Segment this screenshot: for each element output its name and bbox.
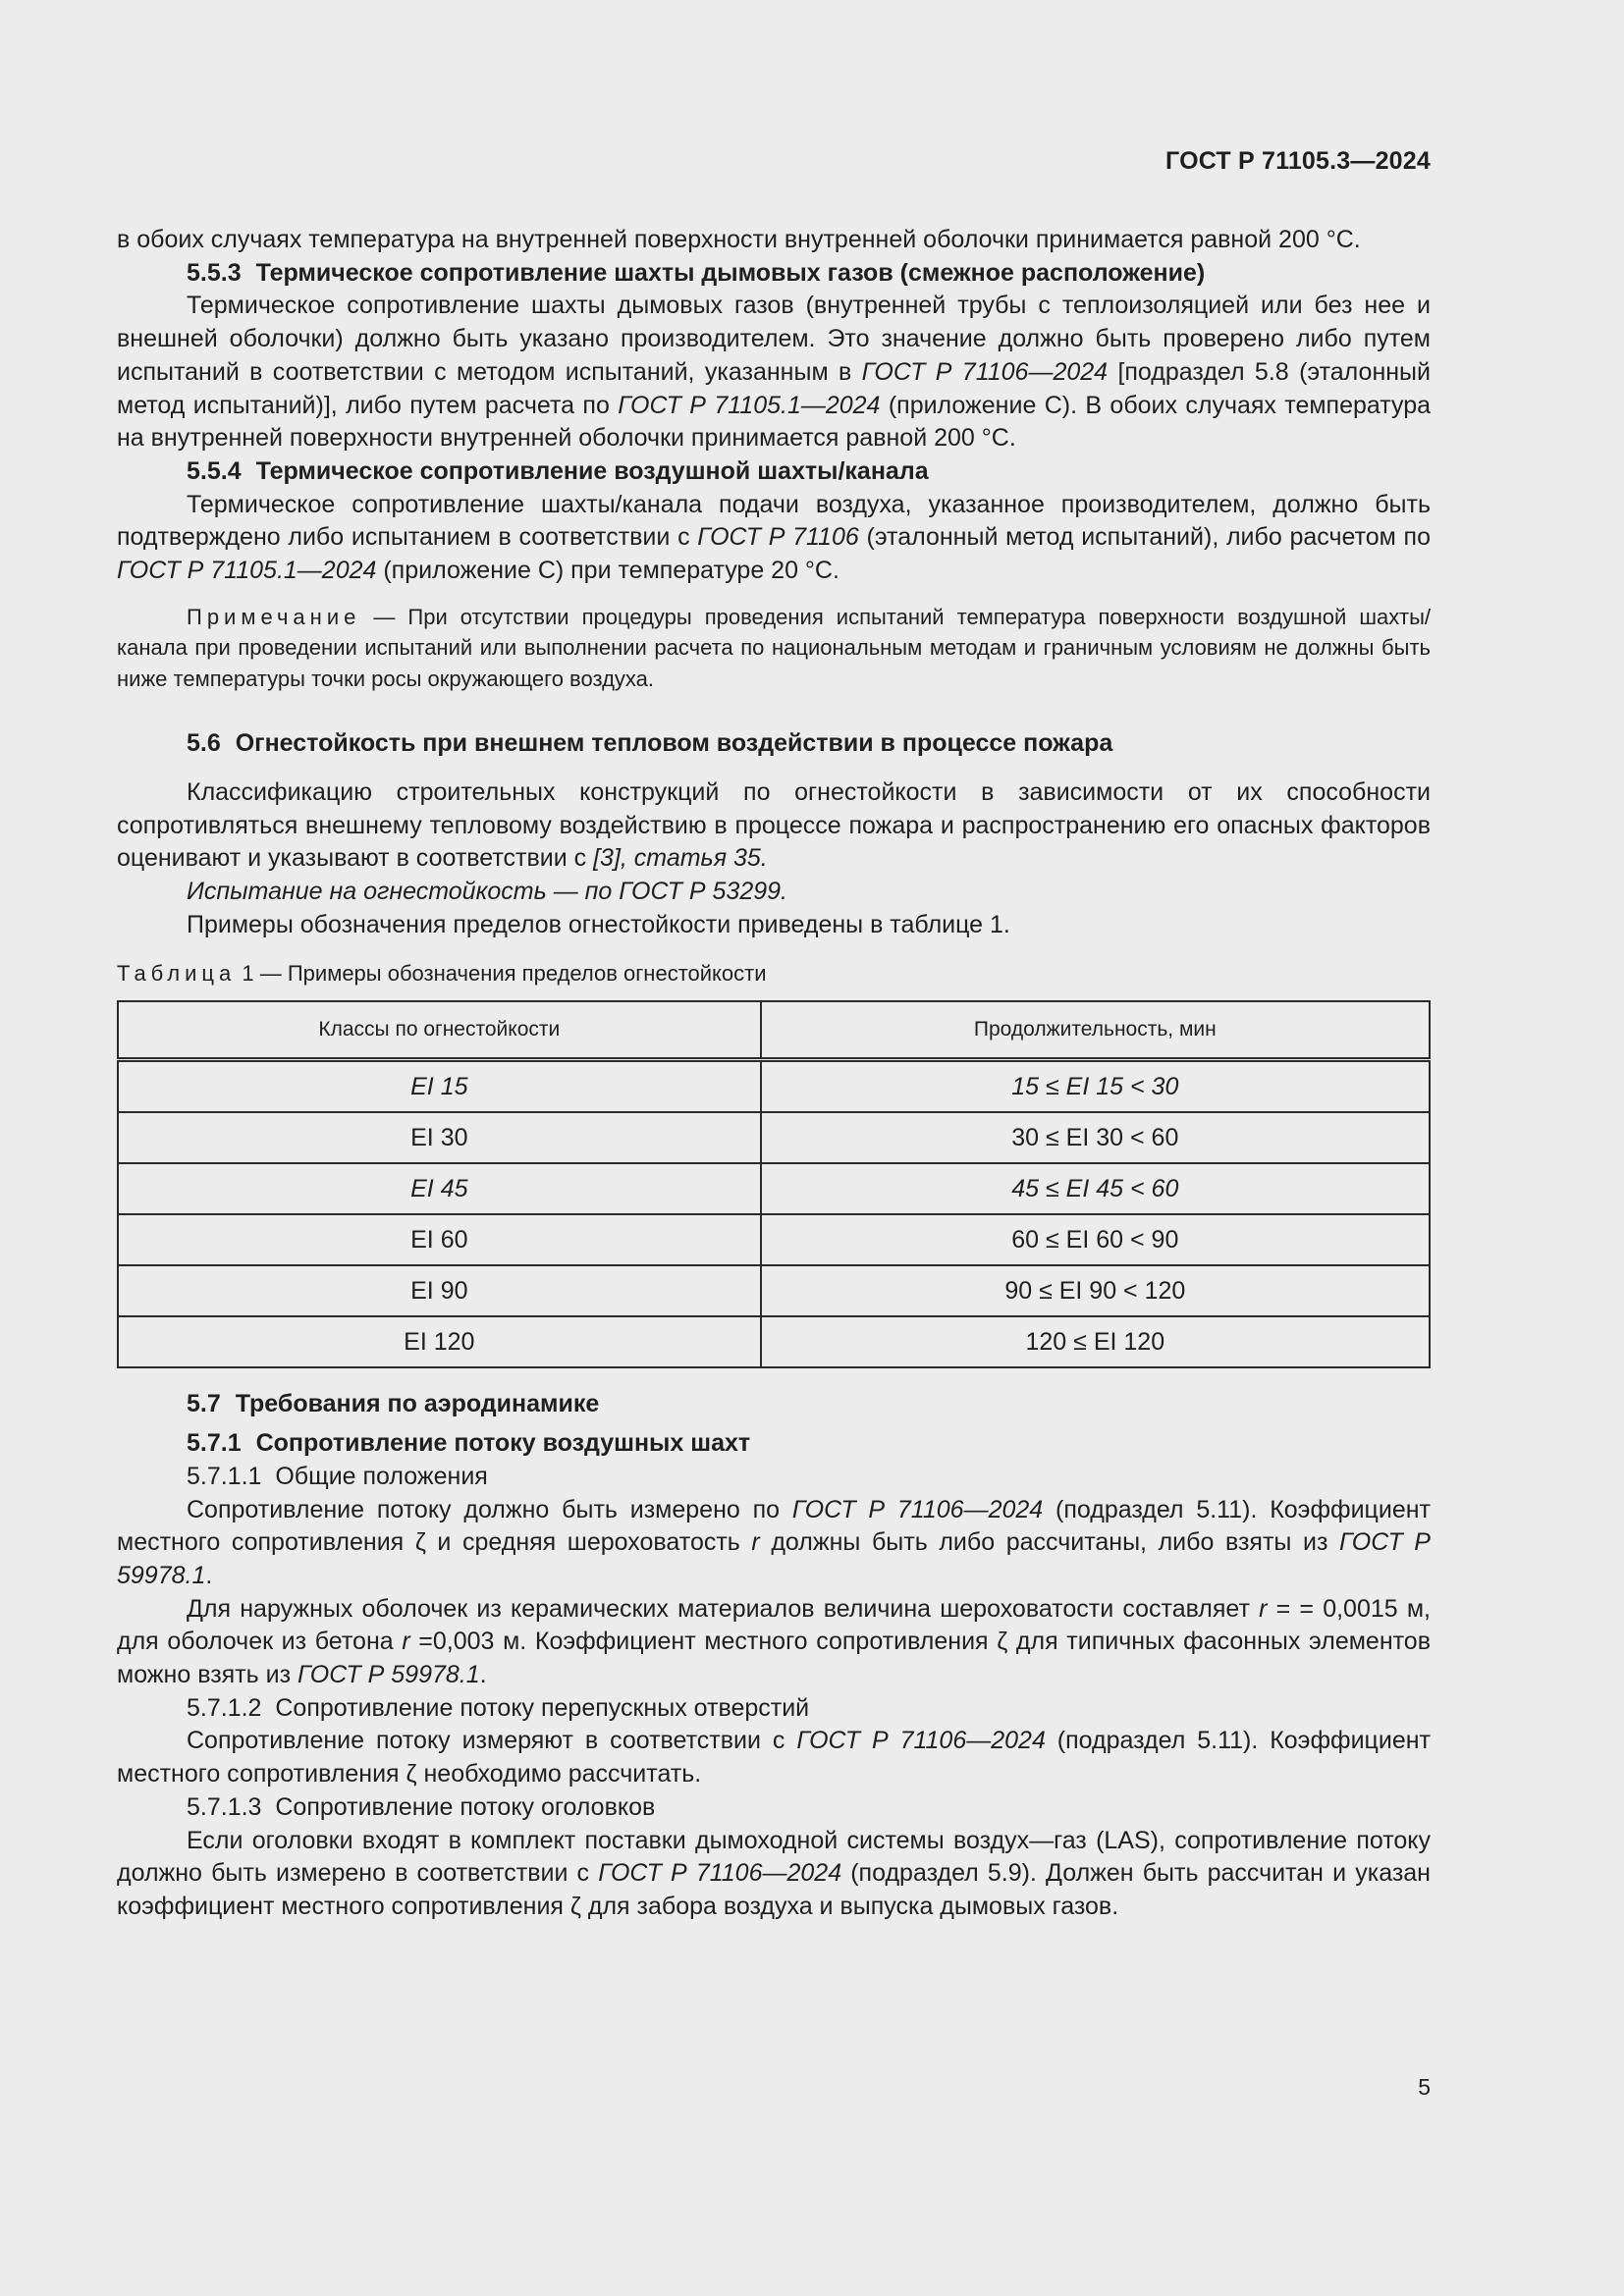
section-5-6-paragraph (117, 776, 1431, 876)
table-cell: EI 60 (118, 1214, 761, 1265)
text-run: (подраздел 5.11). Коэффициент местного сопротивления ζ и средняя шероховатость (117, 1495, 1431, 1557)
section-number: 5.6 (187, 729, 221, 758)
table-caption (117, 959, 1431, 988)
standard-reference: ГОСТ Р 59978.1 (117, 1528, 1431, 1589)
section-5-5-4-paragraph (117, 489, 1431, 588)
standard-reference: ГОСТ Р 59978.1 (297, 1661, 480, 1689)
section-title: Сопротивление потоку оголовков (275, 1792, 656, 1821)
table-cell: EI 90 (118, 1265, 761, 1316)
table-cell: 120 ≤ EI 120 (761, 1316, 1430, 1367)
text-run: Термическое сопротивление шахты дымовых газов (внутренней трубы с теплоизоляцией или без нее и внешней оболочки) должно быть указано производителем. Это значение должно быть проверено либо путем испытаний в соответствии с методом испытаний, указанным в (117, 292, 1431, 386)
table-row (118, 1214, 1430, 1265)
section-5-7-1-1-heading (117, 1461, 1431, 1494)
symbol-r: r (751, 1528, 760, 1557)
table-cell: 15 ≤ EI 15 < 30 (761, 1060, 1430, 1113)
text-run: (приложение С) при температуре 20 °С. (376, 557, 839, 585)
table-row (118, 1265, 1430, 1316)
text-run: [подраздел 5.8 (эталонный метод испытаний)], либо путем расчета по (117, 357, 1431, 419)
table-row (118, 1060, 1430, 1113)
table-cell: EI 30 (118, 1112, 761, 1163)
standard-reference: ГОСТ Р 71106—2024 (861, 357, 1109, 386)
section-number: 5.7.1.1 (187, 1462, 262, 1490)
section-number: 5.7.1.2 (187, 1693, 262, 1722)
section-5-5-3-paragraph (117, 290, 1431, 455)
section-5-7-1-1-paragraph-2 (117, 1593, 1431, 1692)
table-row (118, 1163, 1430, 1214)
section-number: 5.5.4 (187, 456, 242, 485)
fire-resistance-table (117, 1000, 1431, 1368)
text-run: Для наружных оболочек из керамических материалов величина шероховатости составляет (187, 1594, 1260, 1623)
note-text: — При отсутствии процедуры проведения испытаний температура поверхности воздушной шахты/канала при проведении испытаний или выполнении расчета по национальным методам и граничным условиям не должны быть ниже температуры точки росы окружающего воздуха. (117, 604, 1431, 691)
table-cell: 90 ≤ EI 90 < 120 (761, 1265, 1430, 1316)
table-cell: EI 45 (118, 1163, 761, 1214)
table-cell: EI 120 (118, 1316, 761, 1367)
text-run: Если оголовки входят в комплект поставки дымоходной системы воздух—газ (LAS), сопротивление потоку должно быть измерено в соответствии с (117, 1826, 1431, 1888)
symbol-r: r (402, 1628, 410, 1656)
table-cell: EI 15 (118, 1060, 761, 1113)
section-5-5-3-heading (117, 257, 1431, 291)
section-5-7-1-1-paragraph-1 (117, 1494, 1431, 1593)
section-title: Термическое сопротивление воздушной шахты/канала (255, 456, 929, 485)
text-run: . (479, 1661, 487, 1689)
note-paragraph (117, 602, 1431, 695)
table-header-row (118, 1001, 1430, 1060)
fire-test-reference: Испытание на огнестойкость — по ГОСТ Р 53299. (187, 878, 787, 906)
standard-reference: ГОСТ Р 71106 (697, 523, 859, 552)
symbol-r: r (1259, 1594, 1268, 1623)
text-run: . (205, 1561, 213, 1589)
standard-reference: ГОСТ Р 71105.1—2024 (618, 391, 881, 419)
legal-reference: [3], статья 35. (593, 844, 768, 873)
section-number: 5.7.1.3 (187, 1792, 262, 1821)
document-header-id: ГОСТ Р 71105.3—2024 (1165, 147, 1431, 175)
section-5-7-1-heading (117, 1427, 1431, 1461)
section-5-7-1-2-paragraph (117, 1725, 1431, 1790)
section-title: Сопротивление потоку перепускных отверстий (275, 1693, 810, 1722)
section-5-7-heading (117, 1388, 1431, 1421)
text-run: Сопротивление потоку должно быть измерено по (187, 1495, 792, 1523)
table-row (118, 1112, 1430, 1163)
section-title: Сопротивление потоку воздушных шахт (255, 1429, 751, 1458)
section-title: Общие положения (275, 1462, 488, 1490)
text-run: Сопротивление потоку измеряют в соответствии с (187, 1727, 797, 1755)
table-header-cell: Классы по огнестойкости (118, 1001, 761, 1060)
section-title: Требования по аэродинамике (235, 1390, 600, 1418)
table-cell: 30 ≤ EI 30 < 60 (761, 1112, 1430, 1163)
text-run: Термическое сопротивление шахты/канала подачи воздуха, указанное производителем, должно быть подтверждено либо испытанием в соответствии с (117, 490, 1431, 552)
section-5-7-1-2-heading (117, 1692, 1431, 1726)
section-number: 5.7 (187, 1390, 221, 1418)
section-number: 5.7.1 (187, 1429, 242, 1458)
table-caption-text: 1 — Примеры обозначения пределов огнестойкости (242, 961, 767, 987)
text-run: Классификацию строительных конструкций по огнестойкости в зависимости от их способности сопротивляться внешнему тепловому воздействию в процессе пожара и распространению его опасных факторов оценивают и указывают в соответствии с (117, 777, 1431, 873)
text-run: должны быть либо рассчитаны, либо взяты из (759, 1528, 1339, 1557)
page-number: 5 (1418, 2074, 1431, 2100)
standard-reference: ГОСТ Р 71106—2024 (791, 1495, 1044, 1523)
section-5-7-1-3-heading (117, 1791, 1431, 1825)
section-5-5-4-heading (117, 455, 1431, 489)
standard-reference: ГОСТ Р 71106—2024 (598, 1859, 842, 1888)
text-run: =0,003 м. Коэффициент местного сопротивления ζ для типичных фасонных элементов можно взять из (117, 1628, 1431, 1689)
table-cell: 60 ≤ EI 60 < 90 (761, 1214, 1430, 1265)
table-intro-paragraph: Примеры обозначения пределов огнестойкости приведены в таблице 1. (187, 910, 1010, 938)
section-title: Огнестойкость при внешнем тепловом воздействии в процессе пожара (235, 729, 1113, 758)
table-row (118, 1316, 1430, 1367)
note-label: Примечание (187, 604, 361, 629)
table-cell: 45 ≤ EI 45 < 60 (761, 1163, 1430, 1214)
text-run: (эталонный метод испытаний), либо расчетом по (858, 523, 1431, 552)
standard-reference: ГОСТ Р 71106—2024 (796, 1727, 1046, 1755)
document-body (117, 224, 1431, 1924)
standard-reference: ГОСТ Р 71105.1—2024 (117, 557, 377, 585)
table-header-cell: Продолжительность, мин (761, 1001, 1430, 1060)
section-title: Термическое сопротивление шахты дымовых газов (смежное расположение) (255, 258, 1206, 287)
table-caption-label: Таблица (117, 961, 237, 987)
section-5-6-heading (117, 727, 1431, 761)
paragraph-continuation: в обоих случаях температура на внутренней поверхности внутренней оболочки принимается равной 200 °С. (117, 226, 1361, 253)
text-run: (приложение С). В обоих случаях температура на внутренней поверхности внутренней оболочки принимается равной 200 °С. (117, 391, 1431, 453)
section-number: 5.5.3 (187, 258, 242, 287)
section-5-7-1-3-paragraph (117, 1825, 1431, 1924)
text-run: (подраздел 5.9). Должен быть рассчитан и указан коэффициент местного сопротивления ζ для забора воздуха и выпуска дымовых газов. (117, 1859, 1431, 1920)
text-run: (подраздел 5.11). Коэффициент местного сопротивления ζ необходимо рассчитать. (117, 1727, 1431, 1789)
text-run: = = 0,0015 м, для оболочек из бетона (117, 1594, 1431, 1656)
